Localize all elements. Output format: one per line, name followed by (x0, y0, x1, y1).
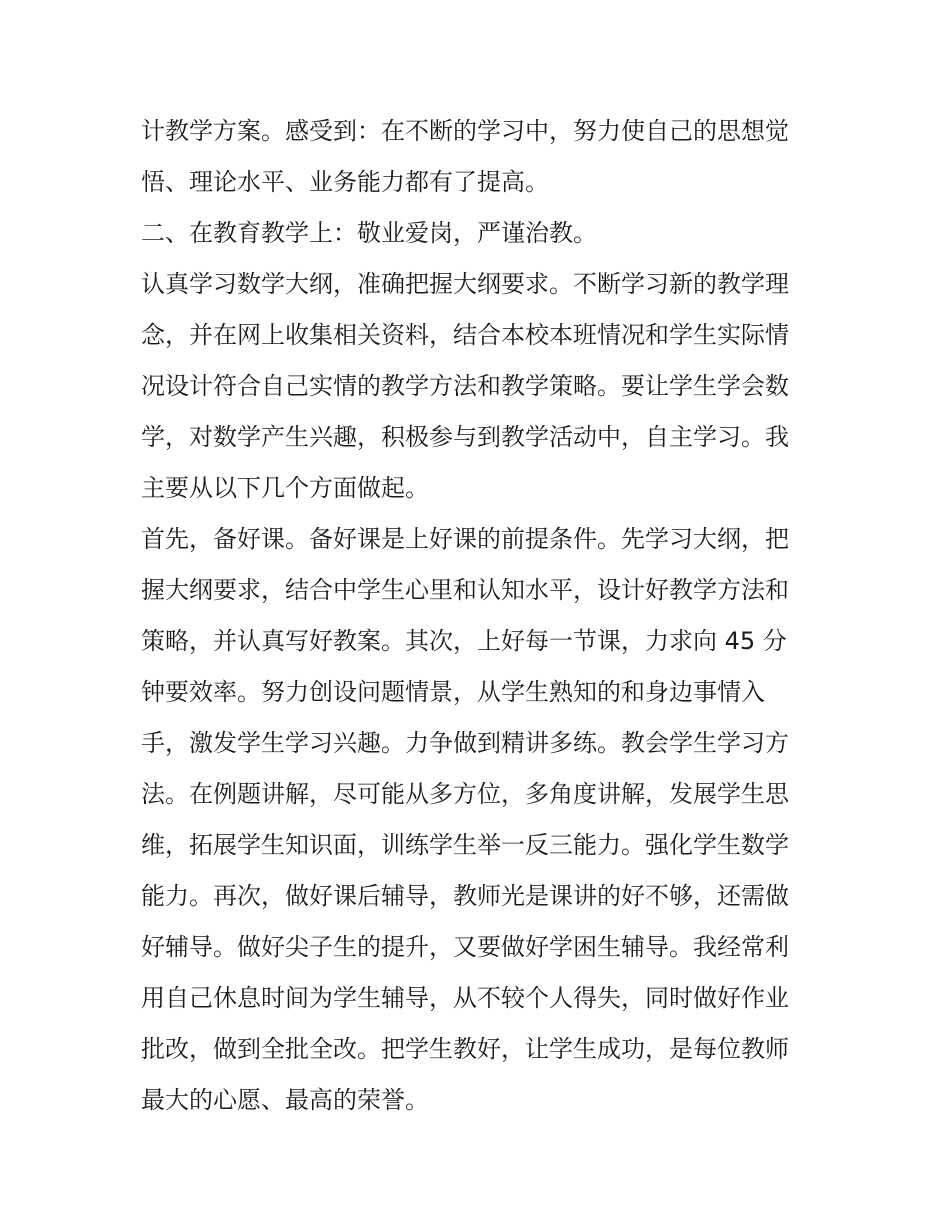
text-line-20: 最大的心愿、最高的荣誉。 (141, 1086, 429, 1114)
text-line-5: 念，并在网上收集相关资料，结合本校本班情况和学生实际情 (141, 321, 789, 349)
text-line-6: 况设计符合自己实情的教学方法和教学策略。要让学生学会数 (141, 372, 789, 400)
text-line-14: 法。在例题讲解，尽可能从多方位，多角度讲解，发展学生思 (141, 780, 789, 808)
text-line-9: 首先，备好课。备好课是上好课的前提条件。先学习大纲，把 (141, 525, 789, 553)
document-body (141, 106, 821, 1126)
text-line-1: 计教学方案。感受到：在不断的学习中，努力使自己的思想觉 (141, 117, 789, 145)
text-line-15: 维，拓展学生知识面，训练学生举一反三能力。强化学生数学 (141, 831, 789, 859)
text-line-13: 手，激发学生学习兴趣。力争做到精讲多练。教会学生学习方 (141, 729, 789, 757)
section-heading: 二、在教育教学上：敬业爱岗，严谨治教。 (141, 219, 597, 247)
text-line-17: 好辅导。做好尖子生的提升，又要做好学困生辅导。我经常利 (141, 933, 789, 961)
text-line-4: 认真学习数学大纲，准确把握大纲要求。不断学习新的教学理 (141, 270, 789, 298)
text-line-10: 握大纲要求，结合中学生心里和认知水平，设计好教学方法和 (141, 576, 789, 604)
text-line-8: 主要从以下几个方面做起。 (141, 474, 429, 502)
text-line-11: 策略，并认真写好教案。其次，上好每一节课，力求向 45 分 (141, 627, 787, 655)
text-line-2: 悟、理论水平、业务能力都有了提高。 (141, 168, 549, 196)
text-line-18: 用自己休息时间为学生辅导，从不较个人得失，同时做好作业 (141, 984, 789, 1012)
text-line-12: 钟要效率。努力创设问题情景，从学生熟知的和身边事情入 (141, 678, 765, 706)
text-line-19: 批改，做到全批全改。把学生教好，让学生成功，是每位教师 (141, 1035, 789, 1063)
text-line-7: 学，对数学产生兴趣，积极参与到教学活动中，自主学习。我 (141, 423, 789, 451)
text-line-16: 能力。再次，做好课后辅导，教师光是课讲的好不够，还需做 (141, 882, 789, 910)
